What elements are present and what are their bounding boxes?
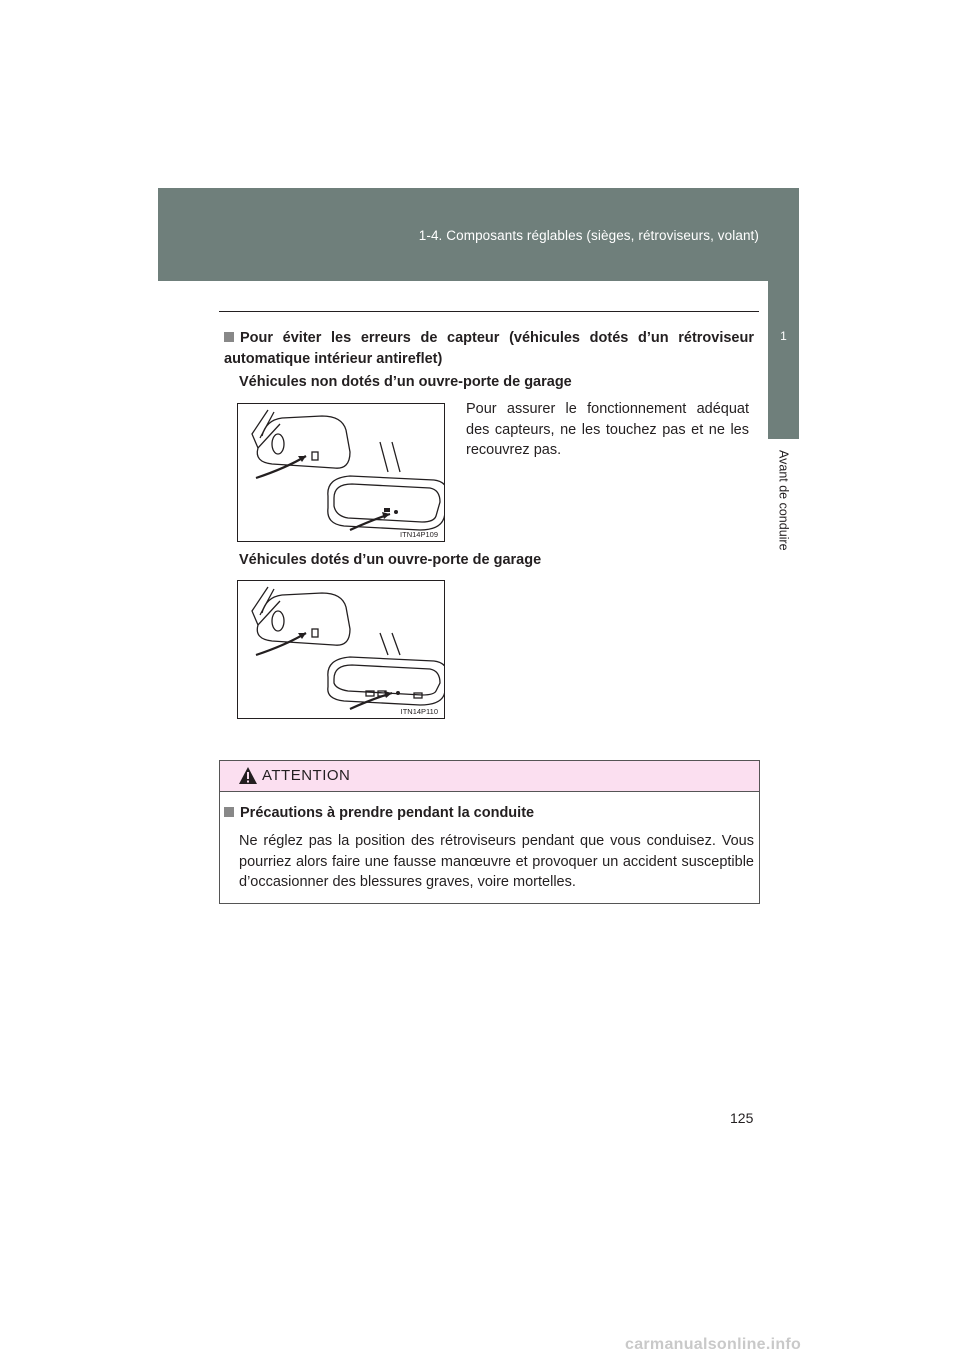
warning-triangle-icon	[238, 766, 258, 785]
warning-subheading	[224, 805, 534, 821]
page-number: 125	[730, 1110, 754, 1126]
figure-mirror-no-opener	[237, 403, 445, 542]
warning-text: Ne réglez pas la position des rétroviseurs pendant que vous conduisez. Vous pourriez alors faire une fausse manœuvre et provoquer un accident susceptible d’occasionner des blessures graves, voire mortelles.	[239, 833, 754, 890]
figure-code: ITN14P109	[400, 530, 438, 539]
warning-box	[219, 760, 760, 904]
subheading-with-garage-opener: Véhicules dotés d’un ouvre-porte de garage	[239, 552, 542, 568]
mirror-sensor-illustration	[238, 404, 444, 541]
header-title: 1-4. Composants réglables (sièges, rétroviseurs, volant)	[418, 228, 759, 243]
mirror-sensor-illustration	[238, 581, 444, 718]
header-band	[158, 188, 799, 281]
section-heading-text: Pour éviter les erreurs de capteur (véhicules dotés d’un rétroviseur automatique intérieur antireflet)	[224, 330, 754, 367]
body-text: Pour assurer le fonctionnement adéquat des capteurs, ne les touchez pas et ne les recouvrez pas.	[466, 401, 749, 458]
square-bullet-icon	[224, 332, 234, 342]
figure-code: ITN14P110	[400, 707, 438, 716]
chapter-number: 1	[780, 329, 787, 343]
warning-subheading-text: Précautions à prendre pendant la conduite	[240, 805, 535, 821]
figure-mirror-with-opener	[237, 580, 445, 719]
chapter-label: Avant de conduire	[776, 450, 791, 551]
section-rule	[219, 311, 759, 312]
warning-title: ATTENTION	[262, 767, 351, 784]
square-bullet-icon	[224, 807, 234, 817]
warning-header	[220, 761, 759, 792]
subheading-no-garage-opener: Véhicules non dotés d’un ouvre-porte de garage	[239, 374, 572, 390]
section-heading	[224, 328, 754, 370]
chapter-tab	[768, 281, 799, 439]
watermark: carmanualsonline.info	[625, 1336, 802, 1353]
